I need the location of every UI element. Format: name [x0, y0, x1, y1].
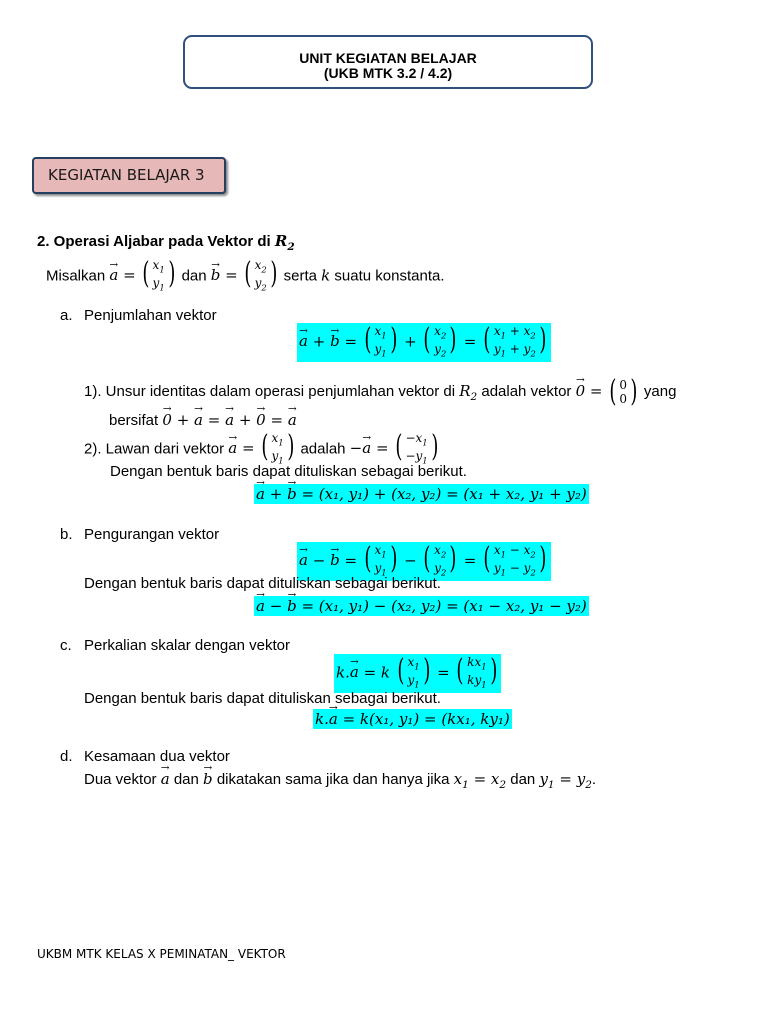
unit-title: UNIT KEGIATAN BELAJAR	[299, 50, 477, 66]
page-footer: UKBM MTK KELAS X PEMINATAN_ VEKTOR	[37, 947, 286, 961]
item-b-title: Pengurangan vektor	[84, 526, 220, 543]
formula-addition-column: → a + → b = ( $x_1$ $y_1$ ) + ( $x_2$ $y_2$ ) = ( $x_1 + x_2$ $y_1 + y_2$ )	[297, 323, 551, 362]
row-form-text-a: Dengan bentuk baris dapat dituliskan sebagai berikut.	[110, 463, 467, 480]
formula-scalar-row: k.→ a = k(x₁, y₁) = (kx₁, ky₁)	[313, 709, 512, 729]
formula-subtraction-column: → a − → b = ( $x_1$ $y_1$ ) − ( $x_2$ $y_2$ ) = ( $x_1 - x_2$ $y_1 - y_2$ )	[297, 542, 551, 581]
item-c-label: c.	[60, 637, 72, 654]
identity-line-1: 1). Unsur identitas dalam operasi penjumlahan vektor di $R_2$ adalah vektor → 0 = ( 0 0 ) yang	[84, 376, 676, 408]
inverse-line: 2). Lawan dari vektor → a = ( $x_1$ $y_1$ ) adalah −→ a = ( $-x_1$ $-y_1$ )	[84, 431, 440, 468]
intro-line: Misalkan → a = ( $x_1$ $y_1$ ) dan → b = ( $x_2$ $y_2$ ) serta k suatu konstanta.	[46, 258, 445, 295]
item-b-label: b.	[60, 526, 73, 543]
item-d-title: Kesamaan dua vektor	[84, 748, 230, 765]
unit-header-box	[183, 35, 593, 89]
formula-addition-row: → a + → b = (x₁, y₁) + (x₂, y₂) = (x₁ + x₂, y₁ + y₂)	[254, 484, 589, 504]
kegiatan-belajar-label: KEGIATAN BELAJAR 3	[32, 157, 226, 194]
identity-line-2: bersifat → 0 + → a = → a + → 0 = → a	[109, 411, 297, 429]
formula-scalar-column: k.→ a = k ( $x_1$ $y_1$ ) = ( $kx_1$ $ky_1$ )	[334, 654, 501, 693]
equality-statement: Dua vektor → a dan → b dikatakan sama jika dan hanya jika $x_1 = x_2$ dan $y_1 = y_2$.	[84, 770, 596, 791]
item-d-label: d.	[60, 748, 73, 765]
row-form-text-c: Dengan bentuk baris dapat dituliskan sebagai berikut.	[84, 690, 441, 707]
row-form-text-b: Dengan bentuk baris dapat dituliskan sebagai berikut.	[84, 575, 441, 592]
unit-code: (UKB MTK 3.2 / 4.2)	[323, 65, 453, 81]
formula-subtraction-row: → a − → b = (x₁, y₁) − (x₂, y₂) = (x₁ − x₂, y₁ − y₂)	[254, 596, 589, 616]
item-a-title: Penjumlahan vektor	[84, 307, 217, 324]
item-c-title: Perkalian skalar dengan vektor	[84, 637, 290, 654]
item-a-label: a.	[60, 307, 73, 324]
section-title: 2. Operasi Aljabar pada Vektor di $R_2$	[37, 232, 295, 253]
